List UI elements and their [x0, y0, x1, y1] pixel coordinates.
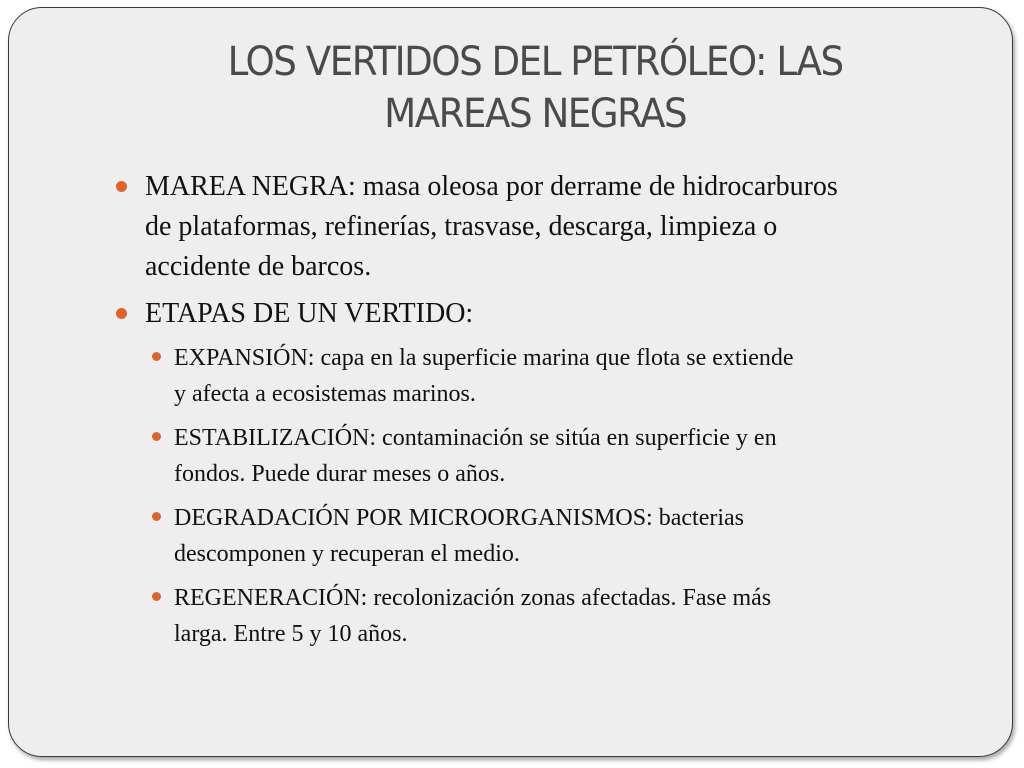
- sub-bullet-dot-icon: [152, 432, 161, 441]
- bullet-dot-icon: [116, 181, 127, 192]
- sub-bullet-regeneracion: [174, 580, 771, 652]
- bullet-line: de plataformas, refinerías, trasvase, descarga, limpieza o: [145, 211, 778, 242]
- sub-bullet-line: descomponen y recuperan el medio.: [174, 541, 520, 567]
- bullet-line: ETAPAS DE UN VERTIDO:: [145, 298, 474, 329]
- sub-bullet-line: DEGRADACIÓN POR MICROORGANISMOS: bacterias: [174, 505, 744, 531]
- sub-bullet-line: larga. Entre 5 y 10 años.: [174, 621, 408, 647]
- bullet-marea-negra: [145, 167, 838, 287]
- sub-bullet-dot-icon: [152, 592, 161, 601]
- bullet-line: MAREA NEGRA: masa oleosa por derrame de hidrocarburos: [145, 171, 838, 202]
- sub-bullet-line: ESTABILIZACIÓN: contaminación se sitúa en superficie y en: [174, 425, 777, 451]
- sub-bullet-line: EXPANSIÓN: capa en la superficie marina que flota se extiende: [174, 345, 794, 371]
- sub-bullet-line: REGENERACIÓN: recolonización zonas afectadas. Fase más: [174, 585, 772, 611]
- title-line-2: MAREAS NEGRAS: [384, 91, 687, 137]
- sub-bullet-line: y afecta a ecosistemas marinos.: [174, 381, 476, 407]
- sub-bullet-degradacion: [174, 500, 744, 572]
- sub-bullet-dot-icon: [152, 512, 161, 521]
- bullet-dot-icon: [116, 308, 127, 319]
- bullet-etapas: [145, 294, 473, 334]
- sub-bullet-estabilizacion: [174, 420, 777, 492]
- bullet-line: accidente de barcos.: [145, 251, 372, 282]
- sub-bullet-line: fondos. Puede durar meses o años.: [174, 461, 506, 487]
- sub-bullet-dot-icon: [152, 352, 161, 361]
- sub-bullet-expansion: [174, 340, 794, 412]
- title-line-1: LOS VERTIDOS DEL PETRÓLEO: LAS: [227, 39, 843, 85]
